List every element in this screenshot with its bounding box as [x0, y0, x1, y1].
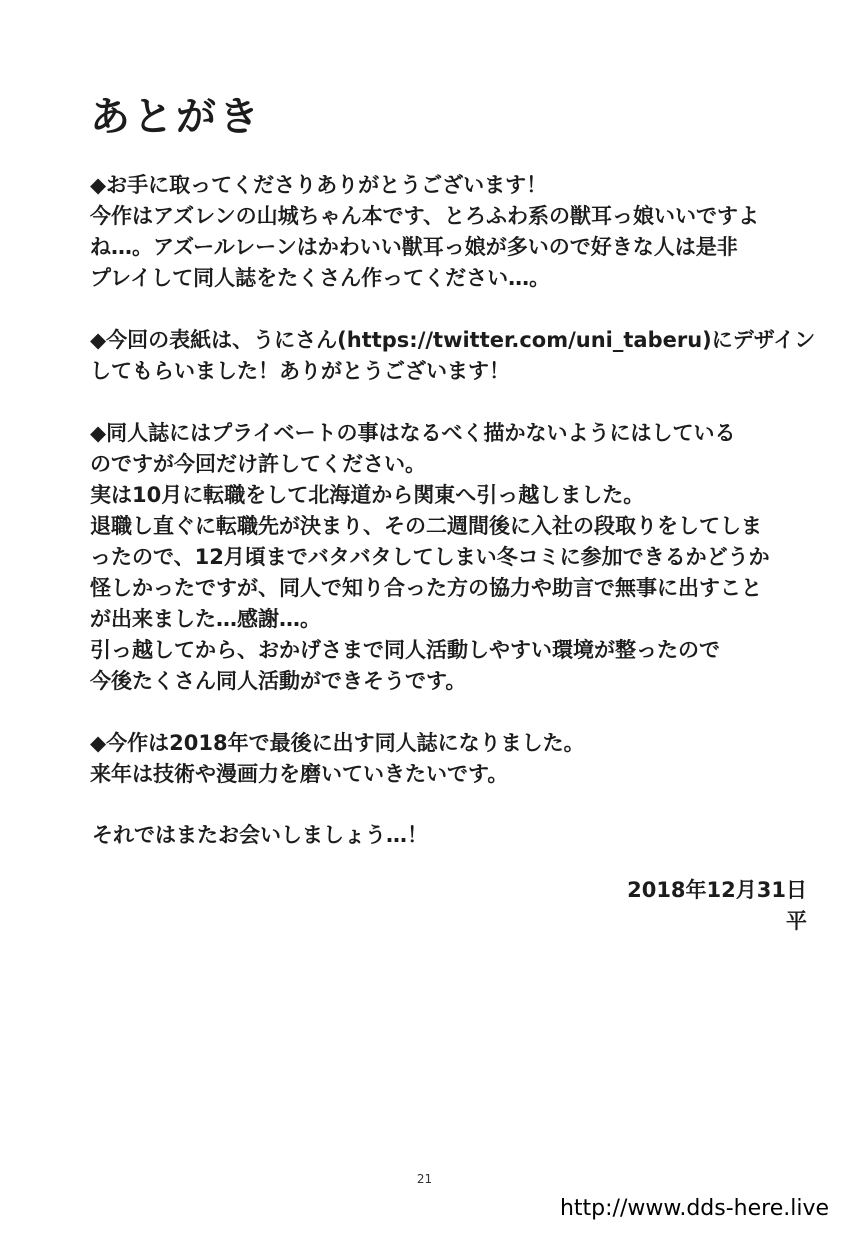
afterword-body — [90, 170, 830, 821]
text-line: ったので、12月頃までバタバタしてしまい冬コミに参加できるかどうか — [90, 545, 770, 569]
text-line: ね…。アズールレーンはかわいい獣耳っ娘が多いので好きな人は是非 — [90, 235, 738, 259]
text-line: プレイして同人誌をたくさん作ってください…。 — [90, 266, 551, 290]
date: 2018年12月31日 — [627, 878, 807, 902]
closing-line: それではまたお会いしましょう…！ — [92, 823, 428, 847]
text-line: ◆同人誌にはプライベートの事はなるべく描かないようにはしている — [90, 421, 736, 445]
page-title: あとがき — [90, 94, 262, 140]
text-line: ◆今回の表紙は、うにさん(https://twitter.com/uni_taberu)にデザイン — [90, 328, 816, 352]
text-line: 実は10月に転職をして北海道から関東へ引っ越しました。 — [90, 483, 645, 507]
text-line: ◆お手に取ってくださりありがとうございます！ — [90, 173, 548, 197]
text-line: 今後たくさん同人活動ができそうです。 — [90, 669, 467, 693]
text-line: 怪しかったですが、同人で知り合った方の協力や助言で無事に出すこと — [90, 576, 762, 600]
paragraph-thanks — [90, 170, 830, 294]
author-signature: 平 — [786, 909, 807, 933]
text-line: してもらいました！ありがとうございます！ — [90, 359, 510, 383]
watermark-url: http://www.dds-here.live — [554, 1194, 835, 1223]
text-line: 退職し直ぐに転職先が決まり、その二週間後に入社の段取りをしてしま — [90, 514, 762, 538]
page-number: 21 — [416, 1172, 433, 1186]
paragraph-private — [90, 418, 830, 697]
text-line: 来年は技術や漫画力を磨いていきたいです。 — [90, 762, 509, 786]
paragraph-last-book — [90, 728, 830, 790]
text-line: が出来ました…感謝…。 — [90, 607, 321, 631]
text-line: 引っ越してから、おかげさまで同人活動しやすい環境が整ったので — [90, 638, 720, 662]
text-line: 今作はアズレンの山城ちゃん本です、とろふわ系の獣耳っ娘いいですよ — [90, 204, 759, 228]
paragraph-cover — [90, 325, 830, 387]
text-line: ◆今作は2018年で最後に出す同人誌になりました。 — [90, 731, 585, 755]
text-line: のですが今回だけ許してください。 — [90, 452, 426, 476]
